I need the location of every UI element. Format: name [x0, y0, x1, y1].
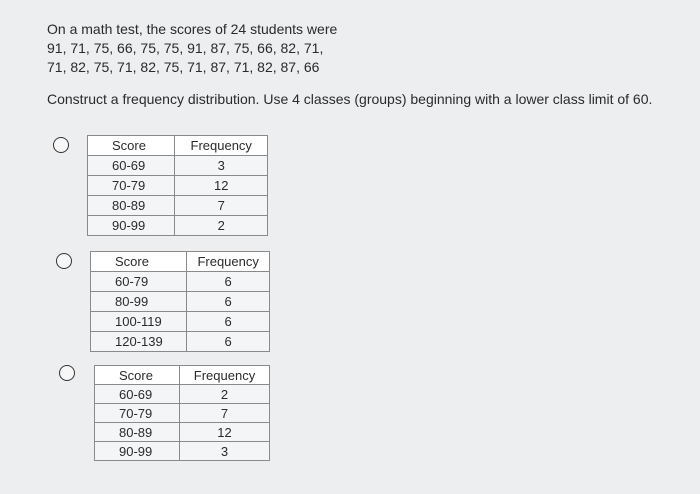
frequency-cell: 12 — [180, 423, 270, 442]
table-row — [88, 196, 268, 216]
score-header: Score — [88, 136, 175, 156]
score-header: Score — [95, 366, 180, 385]
table-header-row — [88, 136, 268, 156]
score-cell: 70-79 — [88, 176, 175, 196]
option-2-table — [90, 251, 270, 352]
frequency-cell: 2 — [175, 216, 268, 236]
table-row — [88, 216, 268, 236]
table-row — [91, 332, 270, 352]
score-cell: 60-69 — [95, 385, 180, 404]
frequency-cell: 6 — [187, 292, 270, 312]
frequency-cell: 7 — [175, 196, 268, 216]
table-row — [91, 272, 270, 292]
option-3-radio[interactable] — [59, 365, 75, 381]
table-row — [91, 312, 270, 332]
problem-line-3: 71, 82, 75, 71, 82, 75, 71, 87, 71, 82, 87, 66 — [47, 59, 320, 75]
score-cell: 90-99 — [88, 216, 175, 236]
score-cell: 80-89 — [95, 423, 180, 442]
frequency-cell: 3 — [180, 442, 270, 461]
score-cell: 100-119 — [91, 312, 187, 332]
option-1-table — [87, 135, 268, 236]
table-header-row — [95, 366, 270, 385]
frequency-header: Frequency — [187, 252, 270, 272]
score-header: Score — [91, 252, 187, 272]
frequency-header: Frequency — [175, 136, 268, 156]
option-1-radio[interactable] — [53, 137, 69, 153]
score-cell: 60-79 — [91, 272, 187, 292]
table-row — [88, 156, 268, 176]
frequency-header: Frequency — [180, 366, 270, 385]
table-row — [95, 385, 270, 404]
table-row — [88, 176, 268, 196]
score-cell: 80-89 — [88, 196, 175, 216]
frequency-cell: 12 — [175, 176, 268, 196]
score-cell: 90-99 — [95, 442, 180, 461]
problem-line-1: On a math test, the scores of 24 students were — [47, 21, 338, 37]
problem-statement — [47, 20, 337, 77]
table-row — [91, 292, 270, 312]
score-cell: 70-79 — [95, 404, 180, 423]
score-cell: 120-139 — [91, 332, 187, 352]
frequency-cell: 3 — [175, 156, 268, 176]
option-2-radio[interactable] — [56, 253, 72, 269]
table-row — [95, 404, 270, 423]
problem-line-2: 91, 71, 75, 66, 75, 75, 91, 87, 75, 66, 82, 71, — [47, 40, 324, 56]
frequency-cell: 6 — [187, 332, 270, 352]
instruction-text: Construct a frequency distribution. Use 4 classes (groups) beginning with a lower class limit of 60. — [47, 91, 653, 107]
frequency-cell: 2 — [180, 385, 270, 404]
frequency-cell: 6 — [187, 272, 270, 292]
score-cell: 60-69 — [88, 156, 175, 176]
frequency-cell: 7 — [180, 404, 270, 423]
table-row — [95, 442, 270, 461]
option-3-table — [94, 365, 270, 461]
score-cell: 80-99 — [91, 292, 187, 312]
table-row — [95, 423, 270, 442]
table-header-row — [91, 252, 270, 272]
frequency-cell: 6 — [187, 312, 270, 332]
